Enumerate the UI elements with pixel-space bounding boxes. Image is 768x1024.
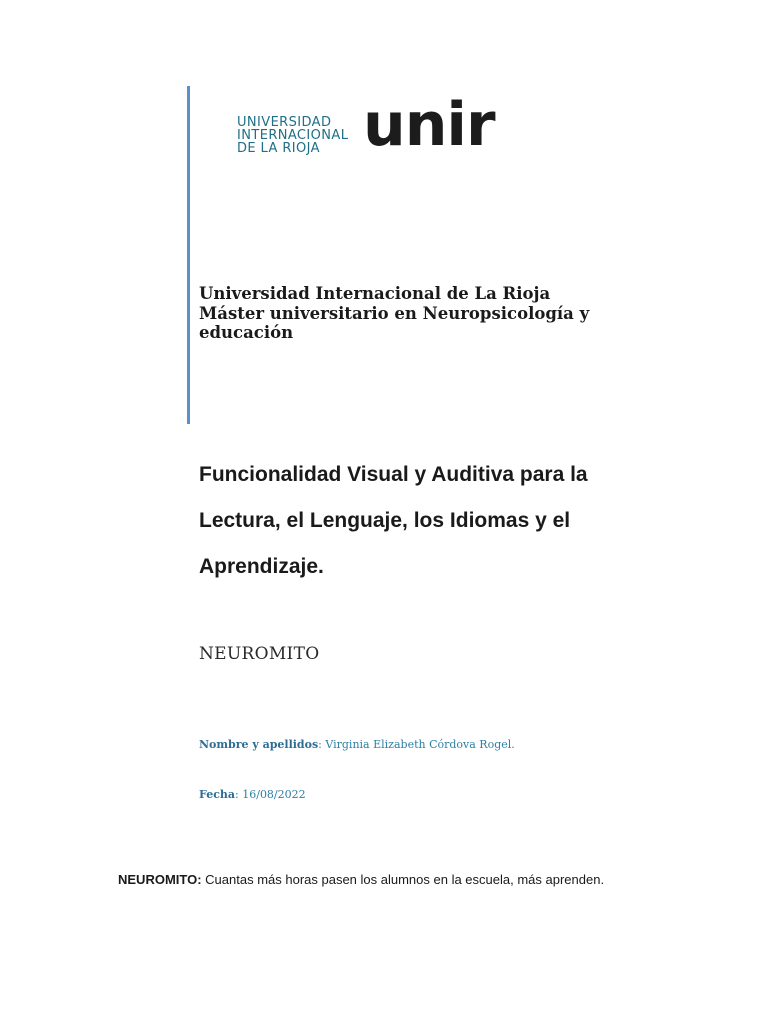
logo-line-1: UNIVERSIDAD bbox=[237, 115, 332, 130]
date-field bbox=[199, 788, 306, 801]
author-separator: : bbox=[318, 738, 326, 751]
logo-text bbox=[237, 116, 348, 155]
logo-line-3: DE LA RIOJA bbox=[237, 141, 320, 156]
accent-bar bbox=[187, 86, 190, 424]
title-line-2: Lectura, el Lenguaje, los Idiomas y el bbox=[199, 509, 571, 532]
date-value: 16/08/2022 bbox=[242, 788, 306, 801]
title-line-3: Aprendizaje. bbox=[199, 555, 324, 578]
author-label: Nombre y apellidos bbox=[199, 738, 319, 751]
document-title bbox=[199, 452, 639, 590]
author-field bbox=[199, 738, 515, 751]
author-end: . bbox=[511, 738, 515, 751]
logo-line-2: INTERNACIONAL bbox=[237, 128, 349, 143]
statement-label: NEUROMITO: bbox=[118, 872, 202, 887]
statement-text: Cuantas más horas pasen los alumnos en la escuela, más aprenden. bbox=[201, 872, 605, 887]
university-name: Universidad Internacional de La Rioja bbox=[199, 284, 551, 303]
program-name-line-2: educación bbox=[199, 323, 294, 342]
date-separator: : bbox=[235, 788, 243, 801]
neuromyth-statement bbox=[118, 872, 718, 887]
program-name-line-1: Máster universitario en Neuropsicología y bbox=[199, 303, 590, 323]
institution-header bbox=[199, 284, 619, 343]
logo-wordmark: unir bbox=[363, 90, 495, 160]
date-label: Fecha bbox=[199, 788, 236, 801]
university-logo bbox=[237, 90, 557, 176]
document-subtitle: NEUROMITO bbox=[199, 644, 320, 664]
title-line-1: Funcionalidad Visual y Auditiva para la bbox=[199, 463, 588, 486]
author-value: Virginia Elizabeth Córdova Rogel bbox=[325, 738, 512, 751]
